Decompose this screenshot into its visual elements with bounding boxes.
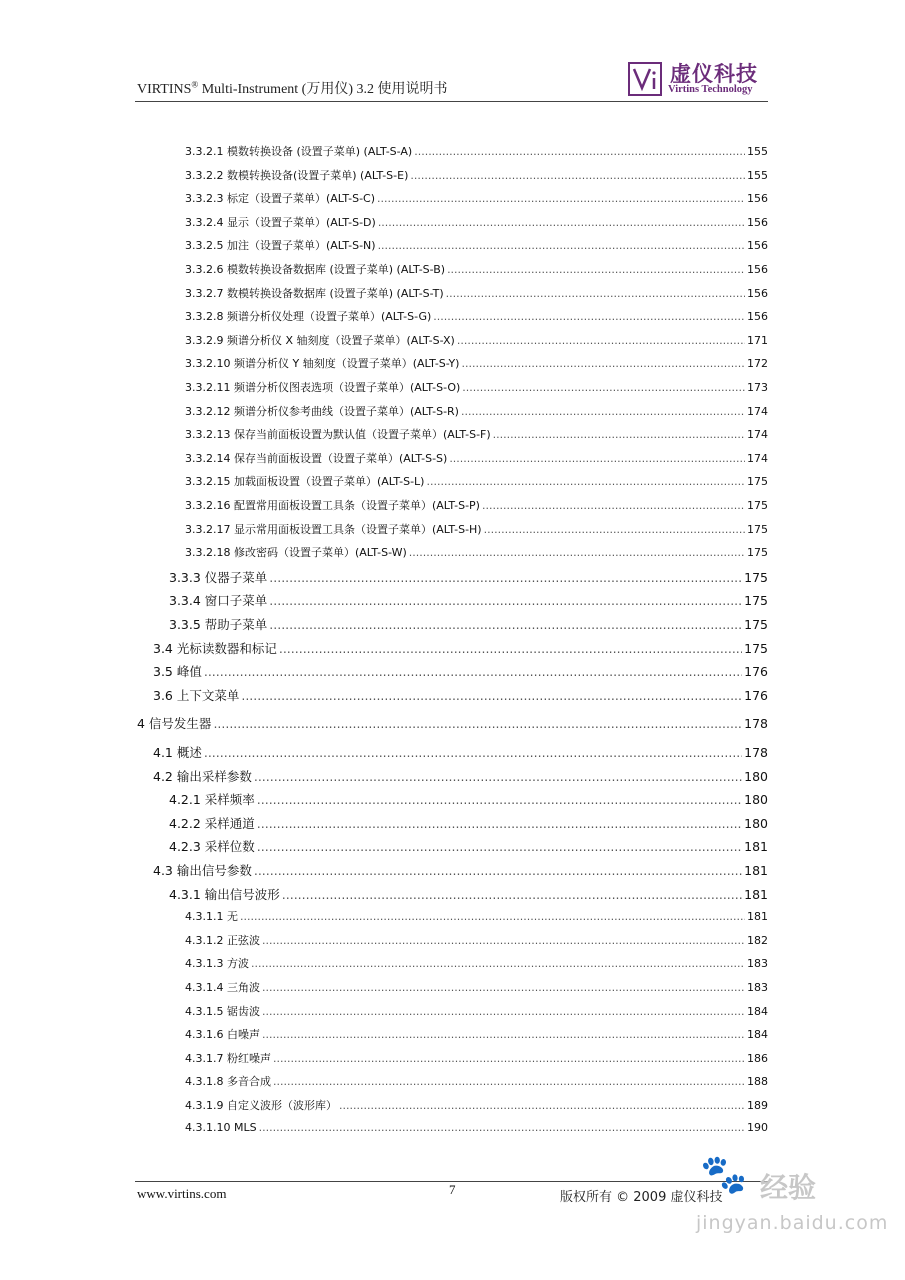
toc-entry-page: 181 xyxy=(744,886,768,902)
toc-entry-page: 184 xyxy=(747,1028,768,1042)
toc-entry[interactable] xyxy=(185,1097,768,1117)
toc-entry-page: 183 xyxy=(747,957,768,971)
toc-leader-dots xyxy=(462,381,745,394)
toc-entry[interactable] xyxy=(185,355,768,375)
document-title xyxy=(137,78,448,98)
toc-entry[interactable] xyxy=(153,767,768,787)
toc-leader-dots xyxy=(378,216,745,229)
toc-entry-label: 3.3.2.18 修改密码（设置子菜单）(ALT-S-W) xyxy=(185,546,407,560)
toc-leader-dots xyxy=(493,428,745,441)
paw-icon: 🐾 xyxy=(700,1152,748,1196)
toc-entry-page: 174 xyxy=(747,451,768,465)
toc-entry-page: 174 xyxy=(747,404,768,418)
toc-entry-page: 156 xyxy=(747,286,768,300)
toc-entry[interactable] xyxy=(153,662,768,682)
brand-name: VIRTINS xyxy=(137,82,192,97)
toc-entry-label: 4.2.1 采样频率 xyxy=(169,792,255,808)
toc-entry-page: 156 xyxy=(747,192,768,206)
toc-leader-dots xyxy=(269,570,742,585)
toc-leader-dots xyxy=(339,1099,745,1112)
toc-entry-label: 3.3.2.11 频谱分析仪图表选项（设置子菜单）(ALT-S-O) xyxy=(185,381,461,394)
toc-leader-dots xyxy=(410,169,745,182)
toc-entry[interactable] xyxy=(169,885,768,905)
toc-leader-dots xyxy=(446,287,745,300)
toc-entry-page: 180 xyxy=(744,792,768,808)
toc-leader-dots xyxy=(409,546,745,559)
toc-entry-label: 3.3.2.12 频谱分析仪参考曲线（设置子菜单）(ALT-S-R) xyxy=(185,404,459,418)
toc-entry-label: 4.3.1.9 自定义波形（波形库） xyxy=(185,1099,337,1112)
toc-entry-page: 175 xyxy=(747,522,768,536)
toc-leader-dots xyxy=(241,688,742,703)
toc-entry-page: 183 xyxy=(747,981,768,994)
toc-entry[interactable] xyxy=(169,615,768,635)
toc-entry-page: 181 xyxy=(744,839,768,855)
toc-entry-page: 175 xyxy=(744,569,768,585)
toc-entry[interactable] xyxy=(185,403,768,423)
toc-entry[interactable] xyxy=(185,167,768,187)
toc-entry-label: 3.5 峰值 xyxy=(153,664,202,680)
toc-entry-label: 4.3.1.10 MLS xyxy=(185,1120,257,1134)
toc-leader-dots xyxy=(282,887,742,902)
toc-entry-label: 4.3.1 输出信号波形 xyxy=(169,886,280,902)
watermark-text: 经验 xyxy=(760,1171,817,1204)
toc-entry-label: 3.3.2.8 频谱分析仪处理（设置子菜单）(ALT-S-G) xyxy=(185,310,432,324)
toc-entry-label: 3.3.2.5 加注（设置子菜单）(ALT-S-N) xyxy=(185,239,376,253)
toc-entry-label: 3.3.2.1 模数转换设备 (设置子菜单) (ALT-S-A) xyxy=(185,145,413,158)
toc-entry-label: 3.3.2.10 频谱分析仪 Y 轴刻度（设置子菜单）(ALT-S-Y) xyxy=(185,357,460,371)
toc-leader-dots xyxy=(279,641,742,656)
toc-leader-dots xyxy=(262,1005,745,1018)
toc-entry-label: 4.3.1.5 锯齿波 xyxy=(185,1004,260,1018)
toc-entry-page: 171 xyxy=(747,333,768,347)
toc-entry-page: 156 xyxy=(747,310,768,324)
toc-entry-label: 3.3.2.3 标定（设置子菜单）(ALT-S-C) xyxy=(185,192,376,206)
toc-leader-dots xyxy=(262,981,745,994)
toc-entry-label: 3.3.2.4 显示（设置子菜单）(ALT-S-D) xyxy=(185,215,376,229)
toc-entry-label: 3.4 光标读数器和标记 xyxy=(153,640,277,656)
toc-entry[interactable] xyxy=(153,861,768,881)
toc-entry[interactable] xyxy=(185,1073,768,1093)
toc-entry[interactable] xyxy=(185,332,768,352)
watermark-url: jingyan.baidu.com xyxy=(696,1212,889,1234)
toc-entry-label: 4.3 输出信号参数 xyxy=(153,863,252,878)
toc-leader-dots xyxy=(433,310,745,323)
toc-entry-label: 3.3.3 仪器子菜单 xyxy=(169,569,268,585)
toc-entry-label: 4.3.1.1 无 xyxy=(185,910,238,924)
toc-entry-page: 173 xyxy=(747,381,768,394)
toc-entry-label: 3.3.2.6 模数转换设备数据库 (设置子菜单) (ALT-S-B) xyxy=(185,263,446,276)
toc-entry-label: 3.3.2.7 数模转换设备数据库 (设置子菜单) (ALT-S-T) xyxy=(185,286,444,300)
toc-entry-page: 186 xyxy=(747,1051,768,1065)
toc-entry[interactable] xyxy=(185,544,768,564)
toc-entry[interactable] xyxy=(169,837,768,857)
toc-leader-dots xyxy=(257,816,742,831)
toc-entry-label: 3.3.2.17 显示常用面板设置工具条（设置子菜单）(ALT-S-H) xyxy=(185,522,482,536)
toc-entry-page: 175 xyxy=(744,617,768,632)
toc-entry-label: 4.3.1.7 粉红噪声 xyxy=(185,1051,271,1065)
toc-entry[interactable] xyxy=(185,285,768,305)
toc-entry[interactable] xyxy=(185,426,768,446)
toc-entry-page: 176 xyxy=(744,687,768,703)
toc-entry-label: 3.3.2.13 保存当前面板设置为默认值（设置子菜单）(ALT-S-F) xyxy=(185,428,491,442)
toc-entry-label: 4.3.1.8 多音合成 xyxy=(185,1075,271,1089)
toc-entry-page: 156 xyxy=(747,263,768,276)
toc-entry[interactable] xyxy=(185,214,768,234)
toc-entry-label: 4.3.1.2 正弦波 xyxy=(185,933,260,947)
logo-chinese-name: 虚仪科技 xyxy=(670,62,758,86)
toc-entry[interactable] xyxy=(169,814,768,834)
toc-leader-dots xyxy=(377,192,745,205)
toc-entry-page: 175 xyxy=(744,640,768,656)
toc-leader-dots xyxy=(213,716,742,731)
toc-entry[interactable] xyxy=(185,308,768,328)
toc-entry-page: 184 xyxy=(747,1004,768,1018)
toc-entry-page: 189 xyxy=(747,1099,768,1112)
toc-entry[interactable] xyxy=(185,190,768,210)
toc-leader-dots xyxy=(449,452,745,465)
toc-entry-label: 3.3.4 窗口子菜单 xyxy=(169,593,268,609)
toc-entry-label: 4.2 输出采样参数 xyxy=(153,768,252,784)
toc-entry-label: 3.6 上下文菜单 xyxy=(153,687,240,703)
toc-entry-page: 175 xyxy=(744,593,768,609)
toc-leader-dots xyxy=(447,263,745,276)
toc-entry[interactable] xyxy=(185,1121,768,1141)
toc-entry[interactable] xyxy=(153,686,768,706)
toc-entry-page: 174 xyxy=(747,428,768,442)
toc-entry-page: 156 xyxy=(747,215,768,229)
toc-entry[interactable] xyxy=(185,237,768,257)
toc-leader-dots xyxy=(269,593,742,608)
toc-leader-dots xyxy=(269,617,742,632)
toc-entry[interactable] xyxy=(153,743,768,763)
toc-leader-dots xyxy=(273,1052,745,1065)
toc-entry[interactable] xyxy=(185,143,768,163)
registered-mark: ® xyxy=(191,79,199,90)
toc-leader-dots xyxy=(461,405,745,418)
toc-leader-dots xyxy=(378,239,745,252)
toc-entry-label: 3.3.2.14 保存当前面板设置（设置子菜单）(ALT-S-S) xyxy=(185,451,448,465)
toc-entry-label: 4.3.1.4 三角波 xyxy=(185,981,260,994)
toc-entry-label: 4.3.1.6 白噪声 xyxy=(185,1028,260,1042)
toc-entry[interactable] xyxy=(185,261,768,281)
toc-entry[interactable] xyxy=(153,639,768,659)
toc-entry-page: 156 xyxy=(747,239,768,253)
toc-leader-dots xyxy=(240,910,745,923)
toc-entry-label: 4 信号发生器 xyxy=(137,716,212,732)
toc-entry[interactable] xyxy=(185,979,768,999)
toc-entry[interactable] xyxy=(185,497,768,517)
toc-leader-dots xyxy=(461,357,745,370)
toc-leader-dots xyxy=(262,934,745,947)
toc-entry-page: 172 xyxy=(747,357,768,371)
toc-leader-dots xyxy=(257,839,742,854)
toc-entry-page: 175 xyxy=(747,475,768,489)
title-rest: Multi-Instrument (万用仪) 3.2 使用说明书 xyxy=(198,82,448,97)
toc-entry[interactable] xyxy=(137,714,768,734)
header-rule xyxy=(135,101,768,102)
toc-entry[interactable] xyxy=(169,790,768,810)
toc-leader-dots xyxy=(254,769,742,784)
toc-entry-page: 176 xyxy=(744,664,768,680)
toc-leader-dots xyxy=(204,745,742,760)
toc-entry[interactable] xyxy=(185,955,768,975)
toc-leader-dots xyxy=(262,1028,745,1041)
toc-entry-label: 3.3.2.15 加载面板设置（设置子菜单）(ALT-S-L) xyxy=(185,475,425,489)
baidu-watermark xyxy=(688,1148,888,1258)
toc-entry-page: 181 xyxy=(744,863,768,878)
toc-entry-label: 4.3.1.3 方波 xyxy=(185,957,249,971)
toc-entry-page: 190 xyxy=(747,1120,768,1134)
toc-entry-label: 4.1 概述 xyxy=(153,745,202,760)
toc-leader-dots xyxy=(414,145,745,158)
toc-leader-dots xyxy=(482,499,745,512)
toc-leader-dots xyxy=(426,475,745,488)
logo-english-name: Virtins Technology xyxy=(668,84,753,95)
footer-url: www.virtins.com xyxy=(137,1186,227,1201)
toc-leader-dots xyxy=(251,957,745,970)
toc-entry-label: 4.2.3 采样位数 xyxy=(169,839,255,855)
footer-copyright: 版权所有 © 2009 虚仪科技 xyxy=(560,1190,723,1205)
toc-entry-page: 181 xyxy=(747,910,768,924)
toc-entry-page: 178 xyxy=(744,745,768,760)
toc-entry[interactable] xyxy=(185,473,768,493)
toc-entry[interactable] xyxy=(185,1026,768,1046)
toc-entry[interactable] xyxy=(169,591,768,611)
toc-entry-page: 180 xyxy=(744,815,768,831)
toc-leader-dots xyxy=(204,664,742,679)
toc-entry-page: 175 xyxy=(747,499,768,512)
toc-entry[interactable] xyxy=(185,521,768,541)
footer-page-number: 7 xyxy=(449,1182,456,1197)
toc-entry-label: 3.3.2.16 配置常用面板设置工具条（设置子菜单）(ALT-S-P) xyxy=(185,499,480,512)
toc-leader-dots xyxy=(259,1121,745,1134)
toc-entry-page: 155 xyxy=(747,168,768,182)
toc-entry[interactable] xyxy=(185,1003,768,1023)
toc-entry[interactable] xyxy=(185,932,768,952)
toc-entry-label: 3.3.5 帮助子菜单 xyxy=(169,617,268,632)
toc-entry-page: 180 xyxy=(744,768,768,784)
toc-leader-dots xyxy=(254,863,742,878)
toc-entry-page: 188 xyxy=(747,1075,768,1089)
virtins-logo-icon xyxy=(628,62,662,96)
toc-entry-page: 155 xyxy=(747,145,768,158)
toc-entry-page: 178 xyxy=(744,716,768,732)
toc-entry-page: 182 xyxy=(747,933,768,947)
toc-entry-label: 3.3.2.9 频谱分析仪 X 轴刻度（设置子菜单）(ALT-S-X) xyxy=(185,333,455,347)
toc-leader-dots xyxy=(484,523,745,536)
toc-entry[interactable] xyxy=(169,568,768,588)
toc-leader-dots xyxy=(457,334,745,347)
toc-leader-dots xyxy=(257,792,742,807)
toc-leader-dots xyxy=(273,1075,745,1088)
toc-entry-page: 175 xyxy=(747,546,768,560)
toc-entry-label: 3.3.2.2 数模转换设备(设置子菜单) (ALT-S-E) xyxy=(185,168,409,182)
toc-entry[interactable] xyxy=(185,908,768,928)
toc-entry[interactable] xyxy=(185,379,768,399)
toc-entry-label: 4.2.2 采样通道 xyxy=(169,815,255,831)
toc-entry[interactable] xyxy=(185,450,768,470)
toc-entry[interactable] xyxy=(185,1050,768,1070)
